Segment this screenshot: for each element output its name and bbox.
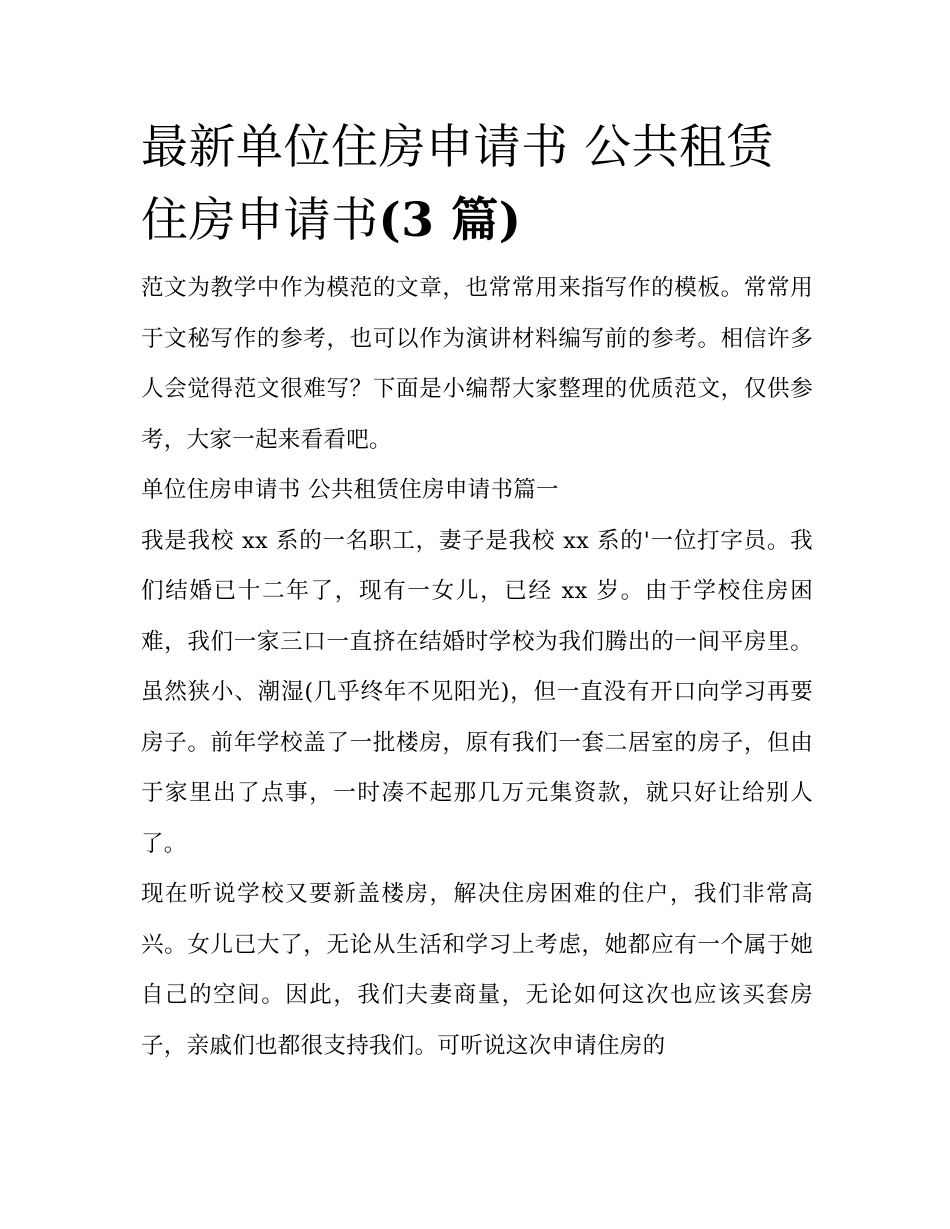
document-title [141,111,813,257]
body-paragraph-1: 我是我校 xx 系的一名职工，妻子是我校 xx 系的'一位打字员。我们结婚已十二年了，现有一女儿，已经 xx 岁。由于学校住房困难，我们一家三口一直挤在结婚时学校为我们腾出的一间平房里。虽然狭小、潮湿(几乎终年不见阳光)，但一直没有开口向学习再要房子。前年学校盖了一批楼房，原有我们一套二居室的房子，但由于家里出了点事，一时凑不起那几万元集资款，就只好让给别人了。 [141,527,813,857]
title-text: 最新单位住房申请书 公共租赁住房申请书 [141,120,774,248]
body-paragraph-2: 现在听说学校又要新盖楼房，解决住房困难的住户，我们非常高兴。女儿已大了，无论从生活和学习上考虑，她都应有一个属于她自己的空间。因此，我们夫妻商量，无论如何这次也应该买套房子，亲戚们也都很支持我们。可听说这次申请住房的 [141,881,813,1059]
intro-paragraph: 范文为教学中作为模范的文章，也常常用来指写作的模板。常常用于文秘写作的参考，也可以作为演讲材料编写前的参考。相信许多人会觉得范文很难写？下面是小编帮大家整理的优质范文，仅供参考，大家一起来看看吧。 [141,275,813,453]
title-count: (3 篇) [378,193,522,248]
section-heading: 单位住房申请书 公共租赁住房申请书篇一 [141,477,559,503]
document-body [141,111,813,1071]
